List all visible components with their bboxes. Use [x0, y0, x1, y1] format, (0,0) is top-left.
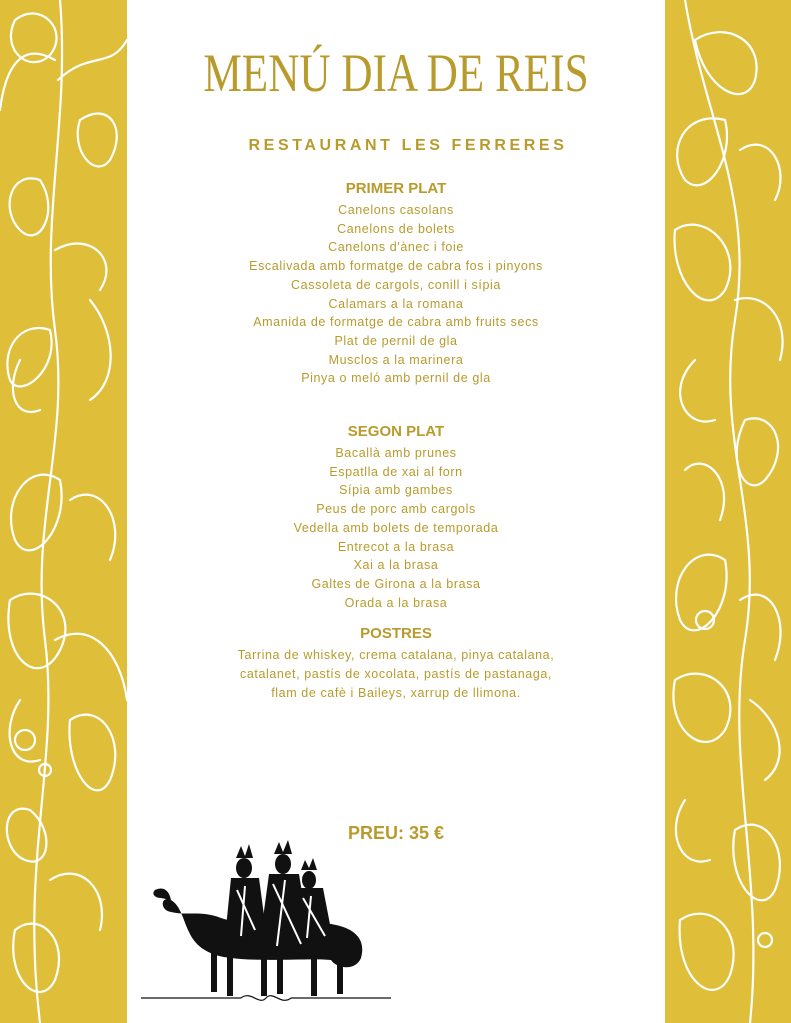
dish-item: Xai a la brasa	[353, 558, 439, 573]
dish-item: Amanida de formatge de cabra amb fruits secs	[253, 315, 539, 330]
section-postres	[127, 625, 665, 703]
floral-panel-right	[665, 0, 791, 1023]
dish-item: Espatlla de xai al forn	[329, 464, 463, 479]
dish-item: Musclos a la marinera	[328, 352, 464, 367]
section-primer-plat	[127, 180, 665, 388]
dish-list	[127, 201, 665, 388]
dessert-description: Tarrina de whiskey, crema catalana, pinya catalana, catalanet, pastís de xocolata, pastís de pastanaga, flam de cafè i Baileys, xarrup de llimona.	[237, 648, 555, 700]
dish-list	[127, 444, 665, 612]
restaurant-name: RESTAURANT LES FERRERES	[248, 137, 568, 154]
three-kings-camels-illustration-icon	[141, 840, 401, 1010]
dish-item: Canelons d'ànec i foie	[328, 240, 464, 255]
menu-content	[127, 0, 665, 1023]
dish-item: Canelons de bolets	[337, 221, 455, 236]
dish-item: Peus de porc amb cargols	[316, 502, 476, 517]
dish-item: Pinya o meló amb pernil de gla	[301, 371, 491, 386]
floral-pattern-left-icon	[0, 0, 127, 1023]
dish-item: Canelons casolans	[338, 203, 454, 217]
floral-panel-left	[0, 0, 127, 1023]
dish-item: Calamars a la romana	[328, 296, 464, 311]
section-segon-plat	[127, 423, 665, 612]
dish-item: Orada a la brasa	[344, 595, 448, 610]
dish-item: Sípia amb gambes	[339, 483, 453, 498]
dish-item: Escalivada amb formatge de cabra fos i pinyons	[249, 259, 543, 274]
dish-item: Entrecot a la brasa	[337, 539, 455, 554]
dish-item: Galtes de Girona a la brasa	[311, 576, 481, 591]
section-heading: SEGON PLAT	[347, 423, 445, 440]
section-heading: PRIMER PLAT	[345, 180, 447, 197]
dish-item: Cassoleta de cargols, conill i sípia	[291, 277, 501, 292]
dish-item: Plat de pernil de gla	[334, 333, 458, 348]
section-heading: POSTRES	[360, 625, 432, 642]
menu-price: PREU: 35 €	[347, 823, 445, 843]
dish-item: Vedella amb bolets de temporada	[293, 520, 499, 535]
floral-pattern-right-icon	[665, 0, 791, 1023]
dish-item: Bacallà amb prunes	[335, 446, 457, 460]
menu-title: MENÚ DIA DE REIS	[203, 43, 589, 103]
